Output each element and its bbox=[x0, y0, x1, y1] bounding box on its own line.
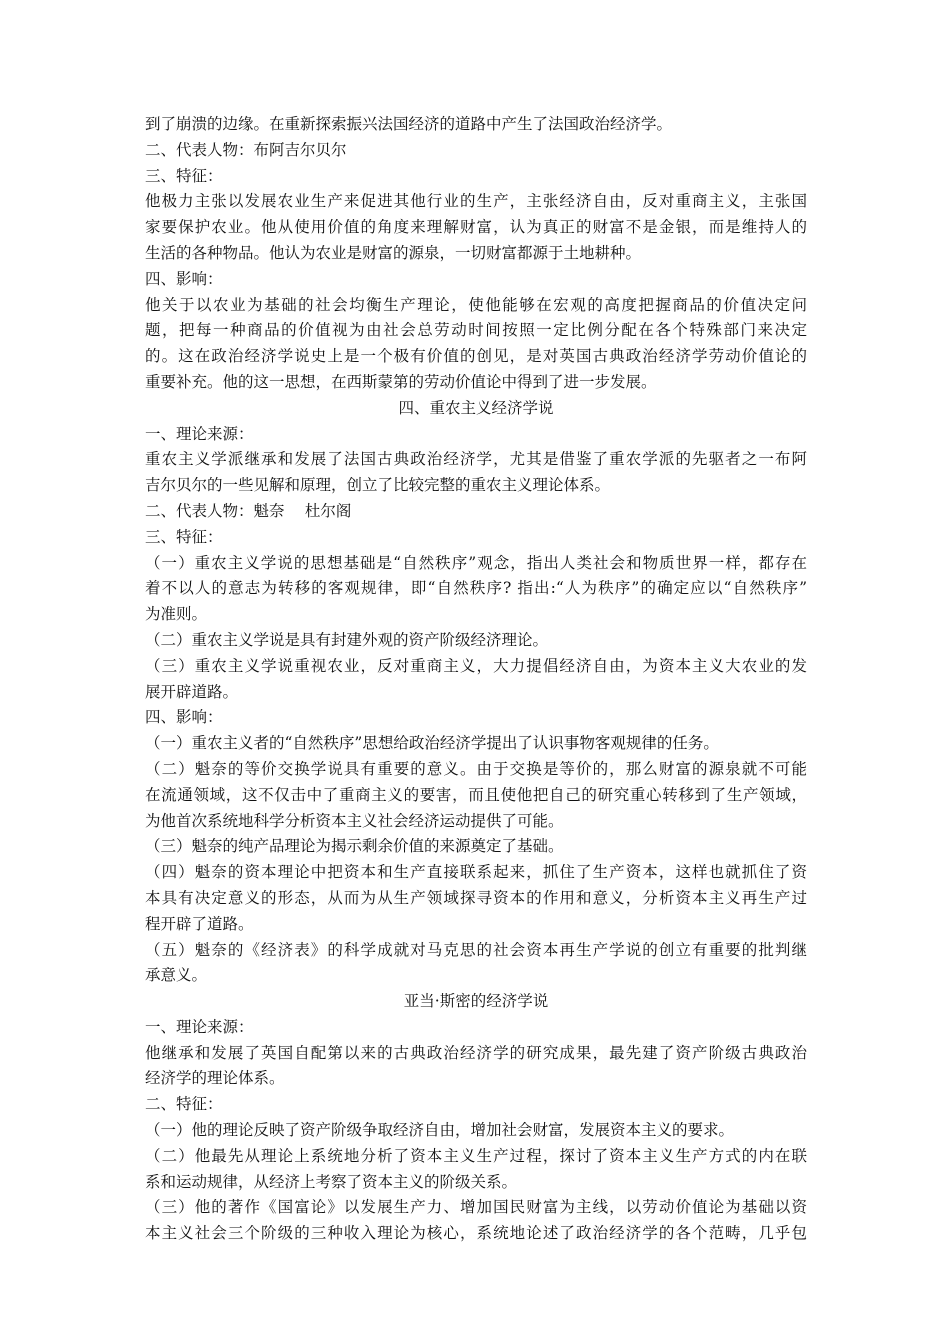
text-line: 本主义社会三个阶级的三种收入理论为核心，系统地论述了政治经济学的各个范畴，几乎包 bbox=[145, 1224, 807, 1243]
text-line: 三、特征： bbox=[145, 527, 223, 546]
text-line: 生活的各种物品。他认为农业是财富的源泉，一切财富都源于土地耕种。 bbox=[145, 243, 642, 262]
text-line: 的。这在政治经济学说史上是一个极有价值的创见，是对英国古典政治经济学劳动价值论的 bbox=[145, 347, 807, 366]
text-line: 吉尔贝尔的一些见解和原理，创立了比较完整的重农主义理论体系。 bbox=[145, 476, 611, 495]
text-line: 重农主义学派继承和发展了法国古典政治经济学，尤其是借鉴了重农学派的先驱者之一布阿 bbox=[145, 450, 807, 469]
text-line: 二、代表人物：布阿吉尔贝尔 bbox=[145, 140, 347, 159]
text-line: 经济学的理论体系。 bbox=[145, 1069, 285, 1088]
text-line: （四）魁奈的资本理论中把资本和生产直接联系起来，抓住了生产资本，这样也就抓住了资 bbox=[145, 863, 807, 882]
text-line: 题，把每一种商品的价值视为由社会总劳动时间按照一定比例分配在各个特殊部门来决定 bbox=[145, 321, 807, 340]
text-line: 在流通领域，这不仅击中了重商主义的要害，而且使他把自己的研究重心转移到了生产领域， bbox=[145, 785, 807, 804]
text-line: （二）重农主义学说是具有封建外观的资产阶级经济理论。 bbox=[145, 630, 549, 649]
text-line: 二、代表人物：魁奈 杜尔阁 bbox=[145, 501, 352, 520]
text-line: 为他首次系统地科学分析资本主义社会经济运动提供了可能。 bbox=[145, 811, 564, 830]
text-line: 一、理论来源： bbox=[145, 1017, 254, 1036]
text-line: 为准则。 bbox=[145, 605, 208, 624]
text-line: （一）重农主义者的“自然秩序”思想给政治经济学提出了认识事物客观规律的任务。 bbox=[145, 734, 719, 753]
text-line: 家要保护农业。他从使用价值的角度来理解财富，认为真正的财富不是金银，而是维持人的 bbox=[145, 218, 807, 237]
text-line: （二）他最先从理论上系统地分析了资本主义生产过程，探讨了资本主义生产方式的内在联 bbox=[145, 1146, 807, 1165]
text-line: 系和运动规律，从经济上考察了资本主义的阶级关系。 bbox=[145, 1172, 518, 1191]
text-line: （三）魁奈的纯产品理论为揭示剩余价值的来源奠定了基础。 bbox=[145, 837, 564, 856]
text-line: （二）魁奈的等价交换学说具有重要的意义。由于交换是等价的，那么财富的源泉就不可能 bbox=[145, 759, 807, 778]
text-line: 着不以人的意志为转移的客观规律，即“自然秩序? 指出:“人为秩序”的确定应以“自然秩序” bbox=[145, 579, 807, 598]
text-line: 展开辟道路。 bbox=[145, 682, 239, 701]
text-line: 本具有决定意义的形态，从而为从生产领域探寻资本的作用和意义，分析资本主义再生产过 bbox=[145, 888, 807, 907]
text-line: 四、影响： bbox=[145, 708, 223, 727]
section-heading: 四、重农主义经济学说 bbox=[398, 398, 554, 417]
section-heading: 亚当·斯密的经济学说 bbox=[403, 992, 549, 1011]
text-line: 一、理论来源： bbox=[145, 424, 254, 443]
text-line: 他关于以农业为基础的社会均衡生产理论，使他能够在宏观的高度把握商品的价值决定问 bbox=[145, 295, 807, 314]
text-line: （一）重农主义学说的思想基础是“自然秩序”观念，指出人类社会和物质世界一样，都存在 bbox=[145, 553, 807, 572]
text-line: （一）他的理论反映了资产阶级争取经济自由，增加社会财富，发展资本主义的要求。 bbox=[145, 1121, 735, 1140]
text-line: 三、特征： bbox=[145, 166, 223, 185]
text-line: 程开辟了道路。 bbox=[145, 914, 254, 933]
text-line: 到了崩溃的边缘。在重新探索振兴法国经济的道路中产生了法国政治经济学。 bbox=[145, 115, 673, 133]
text-line: （五）魁奈的《经济表》的科学成就对马克思的社会资本再生产学说的创立有重要的批判继 bbox=[145, 940, 807, 959]
text-line: （三）他的著作《国富论》以发展生产力、增加国民财富为主线，以劳动价值论为基础以资 bbox=[145, 1198, 807, 1217]
text-line: 承意义。 bbox=[145, 966, 208, 985]
document-page bbox=[145, 112, 807, 1247]
text-line: 重要补充。他的这一思想，在西斯蒙第的劳动价值论中得到了进一步发展。 bbox=[145, 372, 657, 391]
text-line: 他继承和发展了英国自配第以来的古典政治经济学的研究成果，最先建了资产阶级古典政治 bbox=[145, 1043, 807, 1062]
text-line: （三）重农主义学说重视农业，反对重商主义，大力提倡经济自由，为资本主义大农业的发 bbox=[145, 656, 807, 675]
text-line: 四、影响： bbox=[145, 269, 223, 288]
text-line: 二、特征： bbox=[145, 1095, 223, 1114]
text-line: 他极力主张以发展农业生产来促进其他行业的生产，主张经济自由，反对重商主义，主张国 bbox=[145, 192, 807, 211]
